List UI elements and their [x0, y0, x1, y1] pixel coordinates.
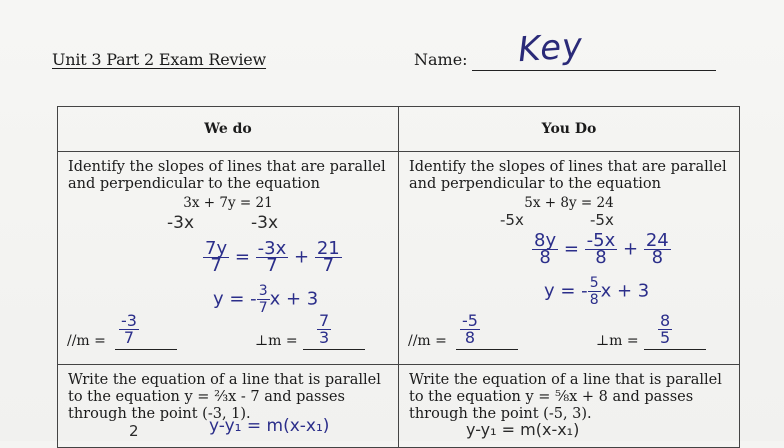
name-label: Name: — [414, 50, 468, 69]
work-slope-intercept: y = - $\frac{5}{8}$ x + 3 — [544, 275, 650, 308]
name-handwritten: Key — [516, 25, 585, 71]
column-header-we-do: We do — [58, 107, 399, 152]
work-subtract-left: -3x — [167, 213, 195, 233]
work-divide-line: $\frac{7y}{7}$ = $\frac{-3x}{7}$ + $\frac{21}{7}$ — [205, 238, 340, 276]
work-point-slope: y-y₁ = m(x-x₁) — [209, 416, 330, 436]
perpendicular-slope-label: ⊥m = — [255, 333, 298, 349]
parallel-slope-answer: $\frac{-3}{7}$ — [121, 311, 137, 347]
cell-we-do-slopes — [58, 152, 399, 365]
parallel-slope-answer: $\frac{-5}{8}$ — [462, 311, 478, 347]
perpendicular-slope-blank — [644, 349, 706, 350]
work-point-slope: y-y₁ = m(x-x₁) — [466, 420, 580, 439]
page-title: Unit 3 Part 2 Exam Review — [52, 50, 267, 69]
parallel-slope-label: //m = — [408, 333, 447, 349]
parallel-slope-blank — [456, 349, 518, 350]
perpendicular-slope-blank — [303, 349, 365, 350]
work-subtract-right: -5x — [590, 211, 614, 229]
work-divide-line: $\frac{8y}{8}$ = $\frac{-5x}{8}$ + $\frac{24}{8}$ — [534, 230, 669, 268]
work-subtract-right: -3x — [251, 213, 279, 233]
question-prompt: Write the equation of a line that is parallel to the equation y = ⅔x - 7 and passes through the point (-3, 1). — [68, 372, 381, 422]
cell-we-do-parallel-line — [58, 365, 399, 448]
cell-you-do-parallel-line — [399, 365, 740, 448]
review-table — [57, 106, 740, 448]
question-prompt: Identify the slopes of lines that are parallel and perpendicular to the equation — [68, 159, 386, 192]
given-equation: 5x + 8y = 24 — [524, 195, 614, 211]
parallel-slope-label: //m = — [67, 333, 106, 349]
parallel-slope-blank — [115, 349, 177, 350]
perpendicular-slope-answer: $\frac{7}{3}$ — [319, 311, 330, 347]
perpendicular-slope-answer: $\frac{8}{5}$ — [660, 311, 671, 347]
given-equation: 3x + 7y = 21 — [183, 195, 273, 211]
question-prompt: Write the equation of a line that is parallel to the equation y = ⅝x + 8 and passes through the point (-5, 3). — [409, 372, 722, 422]
cell-you-do-slopes — [399, 152, 740, 365]
column-header-you-do: You Do — [399, 107, 740, 152]
work-fragment: 2 — [129, 422, 139, 440]
name-underline — [472, 70, 716, 71]
perpendicular-slope-label: ⊥m = — [596, 333, 639, 349]
work-slope-intercept: y = - $\frac{3}{7}$ x + 3 — [213, 283, 319, 316]
work-subtract-left: -5x — [500, 211, 524, 229]
question-prompt: Identify the slopes of lines that are parallel and perpendicular to the equation — [409, 159, 727, 192]
